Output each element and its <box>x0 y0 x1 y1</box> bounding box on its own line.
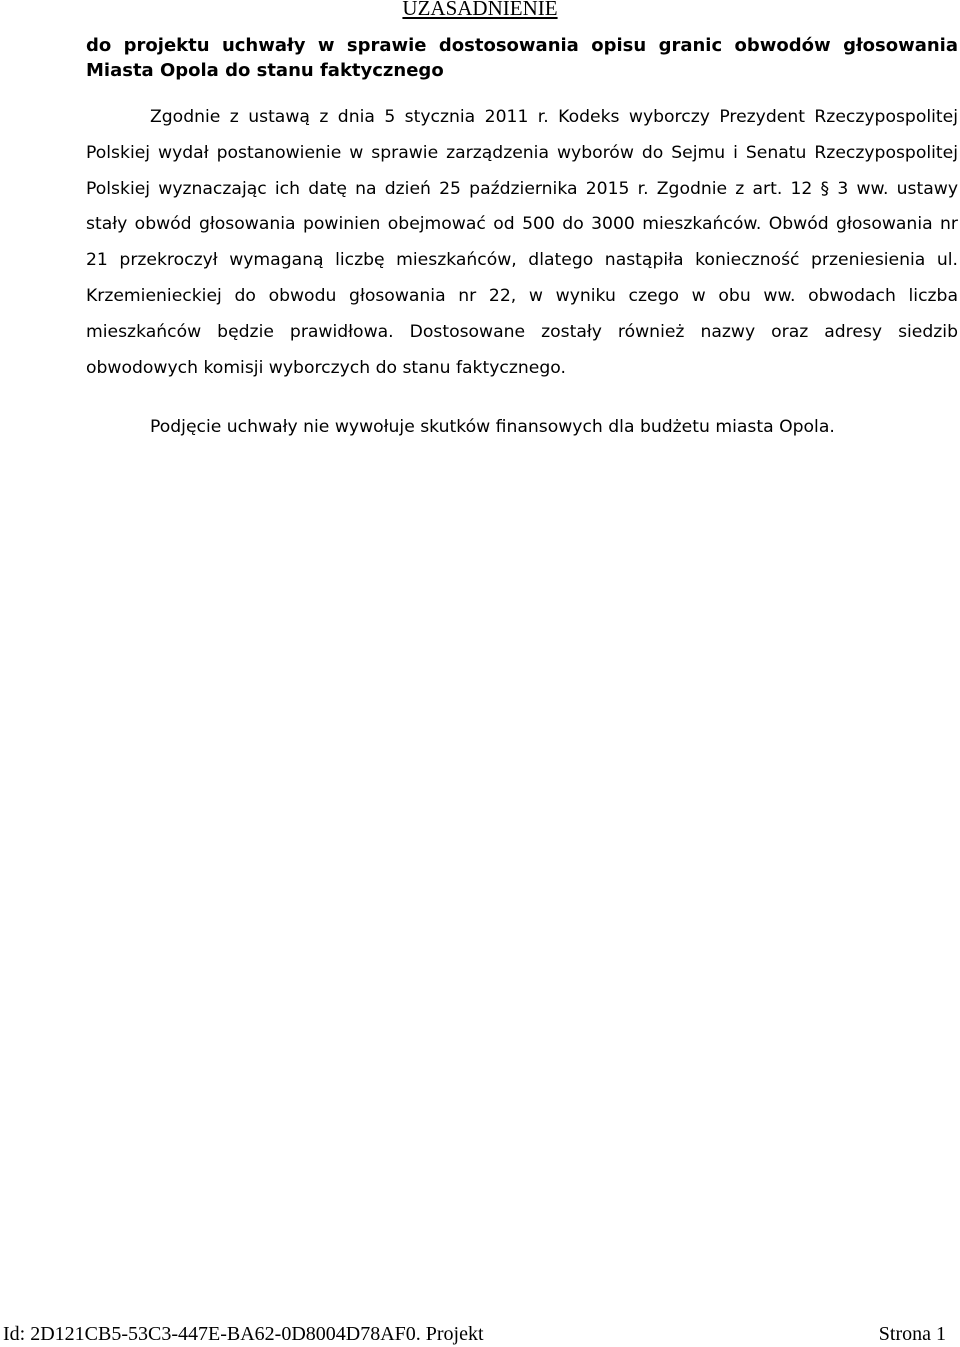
page-number: Strona 1 <box>878 1323 946 1345</box>
page-footer <box>3 1321 946 1347</box>
body-paragraph-financial-effects: Podjęcie uchwały nie wywołuje skutków finansowych dla budżetu miasta Opola. <box>150 417 835 437</box>
document-id: Id: 2D121CB5-53C3-447E-BA62-0D8004D78AF0. Projekt <box>3 1323 484 1345</box>
document-subject: do projektu uchwały w sprawie dostosowania opisu granic obwodów głosowania Miasta Opola do stanu faktycznego <box>86 35 958 81</box>
body-paragraph-justification: Zgodnie z ustawą z dnia 5 stycznia 2011 r. Kodeks wyborczy Prezydent Rzeczypospolitej Polskiej wydał postanowienie w sprawie zarządzenia wyborów do Sejmu i Senatu Rzeczypospolitej Polskiej wyznaczając ich datę na dzień 25 października 2015 r. Zgodnie z art. 12 § 3 ww. ustawy stały obwód głosowania powinien obejmować od 500 do 3000 mieszkańców. Obwód głosowania nr 21 przekroczył wymaganą liczbę mieszkańców, dlatego nastąpiła konieczność przeniesienia ul. Krzemienieckiej do obwodu głosowania nr 22, w wyniku czego w obu ww. obwodach liczba mieszkańców będzie prawidłowa. Dostosowane zostały również nazwy oraz adresy siedzib obwodowych komisji wyborczych do stanu faktycznego. <box>86 107 958 378</box>
document-title: UZASADNIENIE <box>402 0 558 20</box>
